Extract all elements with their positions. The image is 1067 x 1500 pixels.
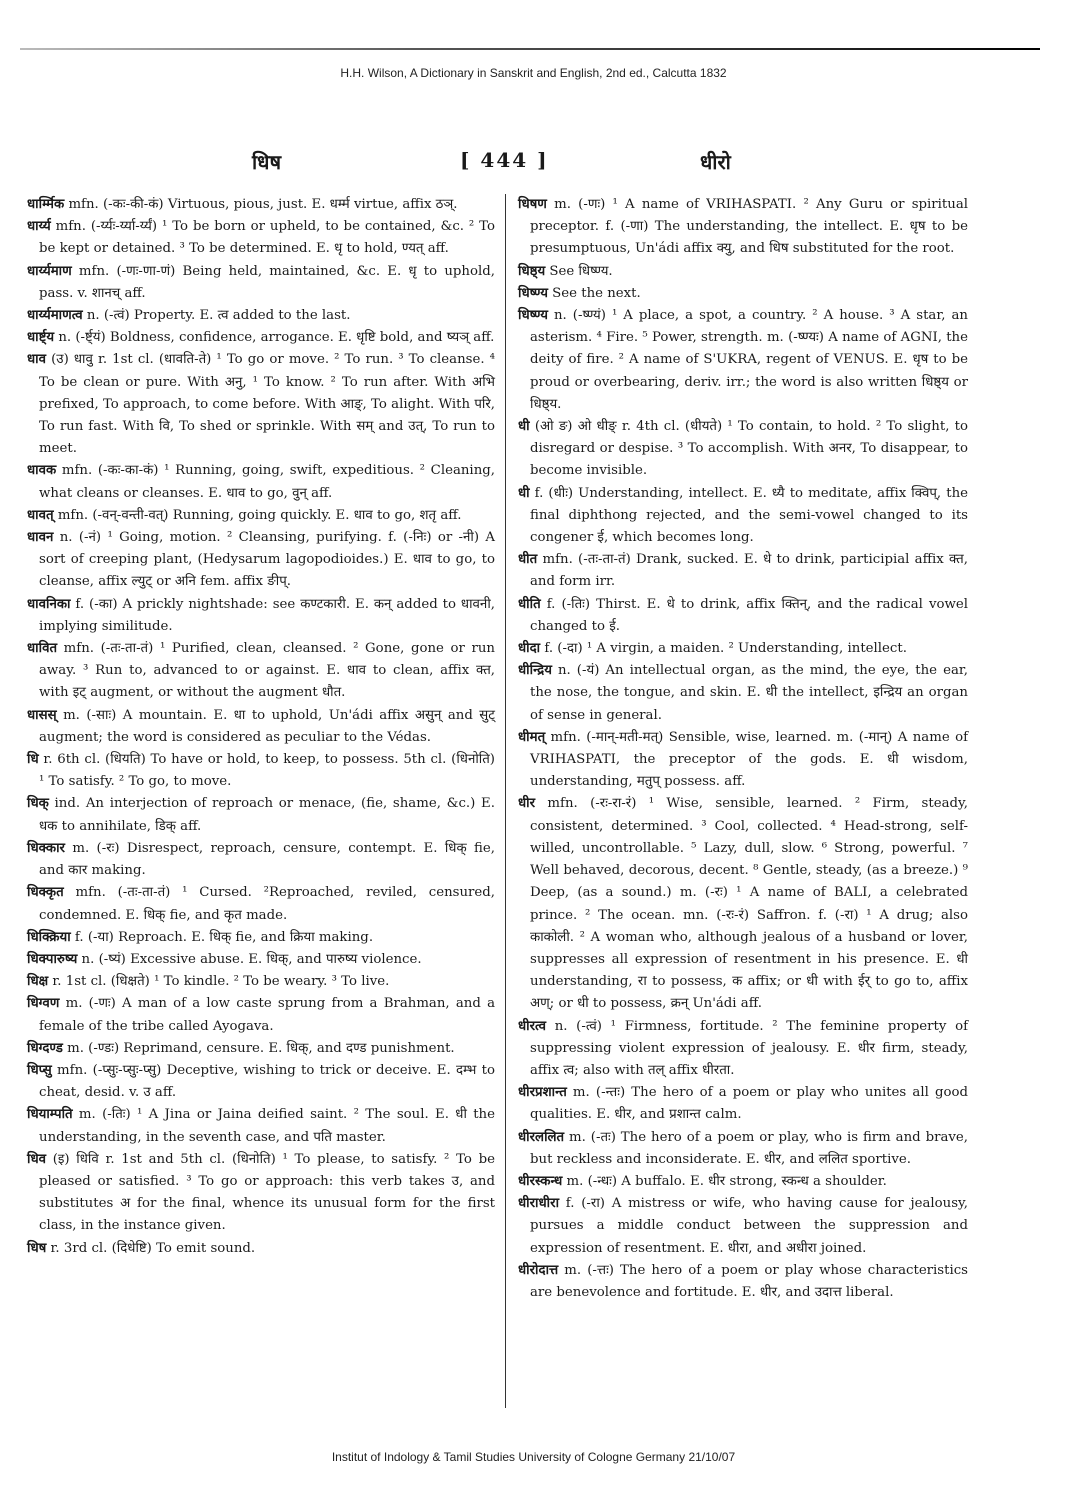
page-footer: Institut of Indology & Tamil Studies University of Cologne Germany 21/10/07	[331, 1450, 736, 1464]
entry-headword: धार्ष्ट्य	[27, 330, 55, 346]
entry-headword: धिषण	[518, 197, 547, 212]
dictionary-entry	[27, 949, 495, 971]
entry-headword: धिक्कृत	[27, 885, 64, 901]
entry-headword: धीराधीरा	[518, 1196, 560, 1212]
page-number: [ 444 ]	[460, 148, 549, 172]
entry-headword: धिक्पारुष्य	[27, 951, 78, 967]
entry-headword: धीति	[518, 596, 541, 612]
entry-headword: धिक्	[27, 796, 49, 812]
entry-headword: धियाम्पति	[27, 1107, 73, 1123]
entry-definition: n. (-नं) ¹ Going, motion. ² Cleansing, purifying. f. (-निः) or -नी) A sort of creeping plant, (Hedysarum lagopodioides.) E. धाव to go, to cleanse, affix ल्युट् or अनि fem. affix ङीप्.	[39, 530, 495, 590]
entry-definition: mfn. (-णः-णा-णं) Being held, maintained, &c. E. धृ to uphold, pass. v. शानच् aff.	[39, 263, 495, 301]
dictionary-entry	[518, 1016, 968, 1083]
column-divider	[505, 194, 506, 1408]
dictionary-entry	[27, 882, 495, 926]
entry-definition: r. 3rd cl. (दिधेष्टि) To emit sound.	[46, 1240, 256, 1256]
dictionary-entry	[27, 1104, 495, 1148]
entry-definition: n. (-त्वं) Property. E. त्व added to the last.	[82, 308, 351, 324]
dictionary-entry	[27, 216, 495, 260]
entry-definition: n. (-त्वं) ¹ Firmness, fortitude. ² The feminine property of suppressing violent expression of jealousy. E. धीर firm, steady, affix त्व; also with तल् affix धीरता.	[530, 1018, 968, 1078]
dictionary-entry	[27, 993, 495, 1037]
entry-definition: (इ) धिवि r. 1st and 5th cl. (धिनोति) ¹ To please, to satisfy. ² To be pleased or satisfied. ³ To go or approach: this verb takes उ, and substitutes अ for the final, whence its unusual form for the first class, in the instance given.	[39, 1151, 495, 1234]
entry-definition: r. 1st cl. (धिक्षते) ¹ To kindle. ² To be weary. ³ To live.	[48, 974, 390, 990]
entry-definition: r. 6th cl. (धियति) To have or hold, to keep, to possess. 5th cl. (धिनोति) ¹ To satisfy. ² To go, to move.	[38, 752, 495, 790]
entry-headword: धिक्कार	[27, 840, 65, 856]
dictionary-entry	[518, 283, 968, 305]
dictionary-entry	[518, 793, 968, 1015]
entry-headword: धिष्ण्य	[518, 285, 548, 301]
entry-headword: धावक	[27, 463, 57, 479]
dictionary-entry	[27, 349, 495, 460]
dictionary-entry	[27, 1149, 495, 1238]
entry-definition: (ओ ङ) ओ धीङ् r. 4th cl. (धीयते) ¹ To contain, to hold. ² To slight, to disregard or despise. ³ To accomplish. With अनर, To disappear, to become invisible.	[529, 419, 968, 479]
entry-definition: mfn. (-वन्-वन्ती-वत्) Running, going quickly. E. धाव to go, शतृ aff.	[53, 507, 462, 523]
entry-headword: धीर	[518, 796, 536, 812]
dictionary-entry	[518, 416, 968, 483]
entry-headword: धिव	[27, 1151, 47, 1167]
entry-headword: धीरत्व	[518, 1018, 546, 1034]
entry-headword: धार्य्य	[27, 219, 51, 235]
dictionary-entry	[27, 460, 495, 504]
dictionary-entry	[518, 594, 968, 638]
dictionary-entry	[518, 1193, 968, 1260]
entry-headword: धीरस्कन्ध	[518, 1173, 563, 1189]
entry-headword: धीरप्रशान्त	[518, 1085, 567, 1101]
dictionary-entry	[518, 1260, 968, 1304]
dictionary-entry	[27, 194, 495, 216]
entry-headword: धीन्द्रिय	[518, 663, 552, 679]
entry-headword: धासस्	[27, 707, 57, 723]
entry-definition: m. (-तः) The hero of a poem or play, who is firm and brave, but reckless and inconsiderate. E. धीर, and ललित sportive.	[530, 1129, 968, 1167]
entry-headword: धिक्ष	[27, 974, 49, 990]
dictionary-entry	[27, 1238, 495, 1260]
entry-definition: m. (-ण्डः) Reprimand, censure. E. धिक्, and दण्ड punishment.	[62, 1040, 455, 1056]
entry-definition: mfn. (-तः-ता-तं) ¹ Purified, clean, cleansed. ² Gone, gone or run away. ³ Run to, advanced to or against. E. धाव to clean, affix क्त, with इट् augment, or without the augment धौत.	[39, 641, 495, 701]
dictionary-entry	[518, 1171, 968, 1193]
entry-definition: f. (-दा) ¹ A virgin, a maiden. ² Understanding, intellect.	[540, 641, 907, 657]
dictionary-entry	[27, 327, 495, 349]
entry-definition: mfn. (-तः-ता-तं) Drank, sucked. E. धे to drink, participial affix क्त, and form irr.	[530, 552, 968, 590]
entry-definition: ind. An interjection of reproach or menace, (fie, shame, &c.) E. धक to annihilate, डिक् aff.	[39, 796, 495, 834]
dictionary-entry	[27, 971, 495, 993]
entry-definition: n. (-यं) An intellectual organ, as the mind, the eye, the ear, the nose, the tongue, and skin. E. धी the intellect, इन्द्रिय an organ of sense in general.	[530, 663, 968, 723]
dictionary-entry	[27, 749, 495, 793]
entry-headword: धार्म्मिक	[27, 197, 65, 212]
entry-definition: f. (-का) A prickly nightshade: see कण्टकारी. E. कन् added to धावनी, implying similitude.	[39, 596, 495, 634]
entry-headword: धीत	[518, 552, 538, 568]
entry-definition: m. (-त्तः) The hero of a poem or play whose characteristics are benevolence and fortitude. E. धीर, and उदात्त liberal.	[530, 1262, 968, 1300]
dictionary-entry	[27, 638, 495, 705]
entry-headword: धी	[518, 485, 530, 501]
entry-definition: m. (-रः) Disrespect, reproach, censure, contempt. E. धिक् fie, and कार making.	[39, 840, 495, 879]
entry-definition: mfn. (-मान्-मती-मत्) Sensible, wise, learned. m. (-मान्) A name of VRIHASPATI, the preceptor of the gods. E. धी wisdom, understanding, मतुप् possess. aff.	[530, 729, 968, 790]
entry-definition: f. (धीः) Understanding, intellect. E. ध्यै to meditate, affix क्विप्, the final diphthong rejected, and the semi-vowel changed to its congener ई, which becomes long.	[529, 485, 968, 546]
dictionary-entry	[518, 483, 968, 550]
dictionary-entry	[27, 1038, 495, 1060]
entry-headword: धि	[27, 752, 39, 768]
entry-headword: धिष्ण्य	[518, 308, 548, 324]
header-last-word: धीरो	[700, 150, 731, 174]
entry-headword: धार्य्यमाण	[27, 263, 72, 279]
dictionary-entry	[518, 638, 968, 660]
entry-headword: धाव	[27, 352, 47, 368]
dictionary-entry	[518, 1127, 968, 1171]
entry-headword: धिग्दण्ड	[27, 1040, 63, 1056]
dictionary-entry	[27, 705, 495, 749]
entry-headword: धावित	[27, 641, 58, 657]
entry-headword: धावनिका	[27, 596, 71, 612]
entry-headword: धिप्सु	[27, 1062, 52, 1078]
dictionary-entry	[518, 261, 968, 283]
dictionary-entry	[27, 927, 495, 949]
entry-headword: धिक्क्रिया	[27, 929, 71, 945]
entry-definition: mfn. (-कः-की-कं) Virtuous, pious, just. E. धर्म्म virtue, affix ठञ्.	[64, 197, 458, 212]
dictionary-entry	[518, 727, 968, 794]
entry-definition: n. (-ष्यं) Excessive abuse. E. धिक्, and पारुष्य violence.	[77, 951, 422, 967]
entry-definition: mfn. (-तः-ता-तं) ¹ Cursed. ²Reproached, reviled, censured, condemned. E. धिक् fie, and कृत made.	[39, 885, 495, 923]
entry-definition: m. (-णः) ¹ A name of VRIHASPATI. ² Any Guru or spiritual preceptor. f. (-णा) The understanding, the intellect. E. धृष to be presumptuous, Un'ádi affix क्यु, and धिष substituted for the root.	[530, 197, 968, 257]
entry-definition: f. (-रा) A mistress or wife, who having cause for jealousy, pursues a middle conduct between the suppression and expression of resentment. E. धीरा, and अधीरा joined.	[530, 1196, 968, 1256]
entry-definition: (उ) धावु r. 1st cl. (धावति-ते) ¹ To go or move. ² To run. ³ To cleanse. ⁴ To be clean or pure. With अनु, ¹ To know. ² To run after. With अभि prefixed, To approach, to come before. With आङ्, To alight. With परि, To run fast. With वि, To shed or sprinkle. With सम् and उत्, To run to meet.	[39, 352, 495, 457]
entry-definition: See धिष्ण्य.	[545, 263, 613, 279]
entry-definition: f. (-या) Reproach. E. धिक् fie, and क्रिया making.	[70, 929, 374, 945]
entry-headword: धीदा	[518, 641, 541, 657]
entry-definition: m. (-तिः) ¹ A Jina or Jaina deified saint. ² The soul. E. धी the understanding, in the seventh case, and पति master.	[39, 1107, 495, 1145]
entry-definition: mfn. (-रः-रा-रं) ¹ Wise, sensible, learned. ² Firm, steady, consistent, determined. ³ Cool, collected. ⁴ Head-strong, self-willed, uncontrollable. ⁵ Lazy, dull, slow. ⁶ Strong, powerful. ⁷ Well behaved, decorous, decent. ⁸ Gentle, steady, (as a breeze.) ⁹ Deep, (as a sound.) m. (-रः) ¹ A name of BALI, a celebrated prince. ² The ocean. mn. (-रः-रं) Saffron. f. (-रा) ¹ A drug; also काकोली. ² A woman who, although jealous of a husband or lover, suppresses all expression of resentment in his presence. E. धी understanding, रा to possess, क affix; or धी with ईर् to go to, affix अण्; or धी to possess, क्रन् Un'ádi aff.	[530, 796, 968, 1012]
dictionary-entry	[27, 261, 495, 305]
dictionary-entry	[27, 793, 495, 837]
dictionary-entry	[518, 305, 968, 416]
entry-headword: धीमत्	[518, 729, 546, 745]
dictionary-entry	[27, 1060, 495, 1104]
entry-headword: धी	[518, 419, 530, 435]
entry-headword: धावन	[27, 530, 54, 546]
source-citation: H.H. Wilson, A Dictionary in Sanskrit and English, 2nd ed., Calcutta 1832	[340, 66, 727, 80]
entry-definition: See the next.	[547, 285, 641, 301]
scan-top-rule	[20, 48, 1040, 50]
dictionary-entry	[27, 527, 495, 594]
left-column	[27, 194, 495, 1260]
entry-definition: n. (-र्ष्ट्यं) Boldness, confidence, arrogance. E. धृष्टि bold, and ष्यञ् aff.	[54, 330, 495, 346]
entry-definition: m. (-न्तः) The hero of a poem or play who unites all good qualities. E. धीर, and प्रशान्त calm.	[530, 1085, 968, 1123]
entry-definition: mfn. (-कः-का-कं) ¹ Running, going, swift, expeditious. ² Cleaning, what cleans or cleanses. E. धाव to go, वुन् aff.	[39, 463, 495, 501]
dictionary-entry	[518, 660, 968, 727]
dictionary-entry	[27, 594, 495, 638]
dictionary-entry	[27, 305, 495, 327]
entry-definition: f. (-तिः) Thirst. E. धे to drink, affix क्तिन्, and the radical vowel changed to ई.	[530, 596, 968, 634]
page-header	[0, 148, 1067, 188]
right-column	[518, 194, 968, 1304]
entry-headword: धीरललित	[518, 1129, 565, 1145]
header-first-word: धिष	[252, 150, 282, 174]
entry-definition: mfn. (-प्सुः-प्सुः-प्सु) Deceptive, wishing to trick or deceive. E. दम्भ to cheat, desid. v. उ aff.	[39, 1062, 495, 1101]
dictionary-entry	[518, 1082, 968, 1126]
entry-definition: m. (-साः) A mountain. E. धा to uphold, Un'ádi affix असुन् and सुट् augment; the word is considered as peculiar to the Védas.	[39, 707, 495, 745]
entry-headword: धिष्ठ्य	[518, 263, 546, 279]
dictionary-entry	[27, 838, 495, 882]
dictionary-entry	[518, 194, 968, 261]
entry-headword: धीरोदात्त	[518, 1262, 559, 1278]
entry-headword: धिष	[27, 1240, 47, 1256]
entry-definition: n. (-ष्ण्यं) ¹ A place, a spot, a country. ² A house. ³ A star, an asterism. ⁴ Fire. ⁵ Power, strength. m. (-ष्ण्यः) A name of AGNI, the deity of fire. ² A name of S'UKRA, regent of VENUS. E. धृष to be proud or overbearing, deriv. irr.; the word is also written धिष्ठ्य or धिष्ठ्य.	[530, 308, 968, 412]
dictionary-entry	[27, 505, 495, 527]
dictionary-entry	[518, 549, 968, 593]
entry-headword: धावत्	[27, 507, 54, 523]
entry-definition: mfn. (-र्य्यः-र्य्या-र्य्यं) ¹ To be born or upheld, to be contained, &c. ² To be kept or detained. ³ To be determined. E. धृ to hold, ण्यत् aff.	[39, 219, 495, 257]
entry-definition: m. (-न्धः) A buffalo. E. धीर strong, स्कन्ध a shoulder.	[562, 1173, 887, 1189]
entry-headword: धार्य्यमाणत्व	[27, 308, 83, 324]
entry-definition: m. (-णः) A man of a low caste sprung from a Brahman, and a female of the tribe called Ayogava.	[39, 996, 495, 1034]
entry-headword: धिग्वण	[27, 996, 60, 1012]
